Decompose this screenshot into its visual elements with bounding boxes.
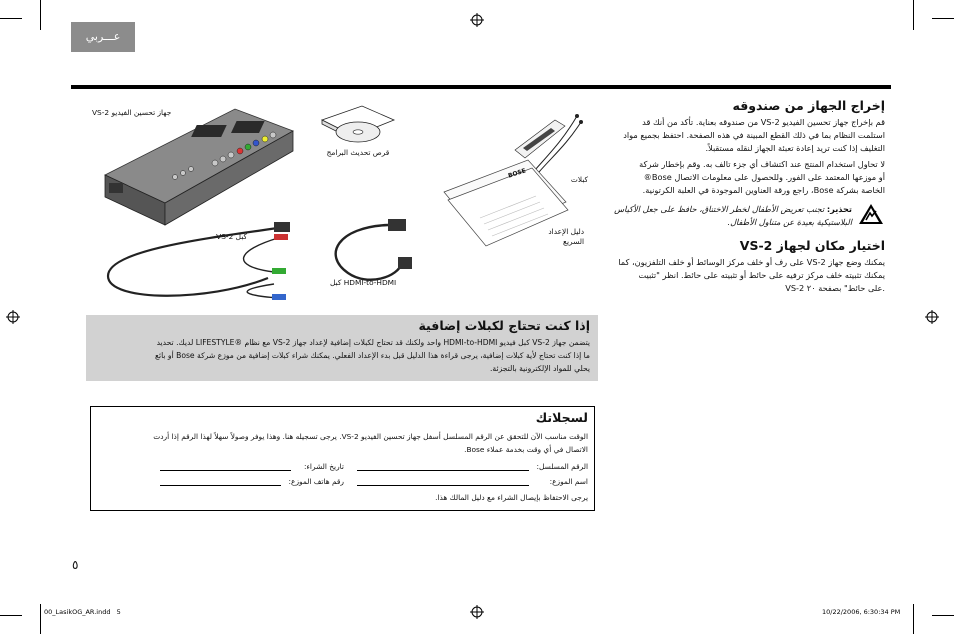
purchase-date-label: تاريخ الشراء: [303,462,344,471]
hdmi-cable-label: كبل HDMI-to-HDMI [330,278,397,287]
registration-mark-icon [925,310,939,324]
cd-figure [318,102,398,152]
dealer-name-label: اسم الموزع: [549,477,588,486]
cd-icon [318,102,398,152]
dealer-phone-field[interactable] [160,485,281,486]
crop-mark [40,0,41,30]
page-number: ٥ [72,558,79,572]
crop-mark [932,18,954,19]
extra-cables-title: إذا كنت تحتاج لكبلات إضافية [418,318,590,333]
crop-mark [0,18,22,19]
unpacking-title: إخراج الجهاز من صندوقه [732,98,885,113]
crop-mark [0,615,22,616]
footer-filename: 00_LasikOG_AR.indd 5 [44,608,121,616]
bose-logo: BOSE [507,167,527,180]
dealer-name-field[interactable] [357,485,529,486]
header-rule [71,85,891,89]
warning-text-line1: تجنب تعريض الأطفال لخطر الاختناق، حافظ على جعل الأكياس [614,204,825,214]
keep-receipt-note: يرجى الاحتفاظ بإيصال الشراء مع دليل المالك هذا. [435,493,588,502]
extra-cables-line1: يتضمن جهاز VS-2 كبل فيديو HDMI-to-HDMI واحد ولكنك قد تحتاج لكبلات إضافية لإعداد جهاز VS-2 مع نظام ®LIFESTYLE لديك. تحديد [156,338,590,347]
records-line1: الوقت مناسب الآن للتحقق عن الرقم المسلسل أسفل جهاز تحسين الفيديو VS-2. يرجى تسجيله هنا. وهذا يوفر وصولاً سهلاً لهذا الرقم إذا أردت [153,432,588,441]
records-title: لسجلاتك [535,410,588,425]
registration-mark-icon [470,13,484,27]
docs-label-line1: دليل الإعداد [548,227,584,236]
unpacking-para2-line2: ®Bose أو موزعها المعتمد على الفور. وللحصول على معلومات الاتصال [643,172,885,182]
crop-mark [913,604,914,634]
extra-cables-line2: ما إذا كنت تحتاج لأية كبلات إضافية، يرجى قراءة هذا الدليل قبل بدء الإعداد الفعلي. يمكنك شراء كبلات إضافية من موزع شركة Bose أو بائع [154,351,590,360]
crop-mark [913,0,914,30]
warning-label: تحذير: [826,204,852,214]
placement-line1: يمكنك وضع جهاز VS-2 على رف أو خلف مركز الوسائط أو خلف التلفزيون، كما [618,257,885,267]
purchase-date-field[interactable] [160,470,291,471]
device-label: جهاز تحسين الفيديو VS-2 [92,108,172,117]
warning-line1 [612,203,852,216]
unpacking-para1-line3: التغليف إذا كنت تريد إعادة تعبئة الجهاز لنقله مستقبلاً. [705,143,885,153]
crop-mark [40,604,41,634]
placement-line3: VS-2 على حائط" بصفحة ٢٠. [785,283,885,293]
docs-label-line2: السريع [563,237,584,246]
serial-field[interactable] [357,470,529,471]
vs2-cable-label: كبل VS-2 [216,232,247,241]
warning-icon [858,203,884,225]
vs2-cable-image [88,210,298,310]
unpacking-para2-line1: لا تحاول استخدام المنتج عند اكتشاف أي جزء تالف به. وقم بإخطار شركة [639,159,885,169]
cd-label: قرص تحديث البرامج [326,148,390,157]
cables-label: كبلات [570,175,588,184]
serial-label: الرقم المسلسل: [536,462,588,471]
extra-cables-line3: يحلي للمواد الإلكترونية بالتجزئة. [489,364,590,373]
placement-title: اختيار مكان لجهاز VS-2 [739,238,885,253]
warning-line2: البلاستيكية بعيدة عن متناول الأطفال. [727,217,852,227]
footer-timestamp: 10/22/2006, 6:30:34 PM [822,608,901,616]
records-line2: الاتصال في أي وقت بخدمة عملاء Bose. [464,445,588,454]
unpacking-para2-line3: الخاصة بشركة Bose، راجع ورقة العناوين الموجودة في العلبة الكرتونية. [642,185,885,195]
registration-mark-icon [6,310,20,324]
unpacking-para1-line2: استلمت النظام بما في ذلك القطع المبينة في هذه الصفحة. احتفظ بجميع مواد [623,130,885,140]
language-tab: عـــربي [71,22,135,52]
dealer-phone-label: رقم هاتف الموزع: [288,477,344,486]
placement-line2: يمكنك تثبيته خلف مركز ترفيه على حائط أو تثبيته على حائط. انظر "تثبيت [638,270,885,280]
crop-mark [932,615,954,616]
unpacking-para1-line1: قم بإخراج جهاز تحسين الفيديو VS-2 من صندوقه بعناية. تأكد من أنك قد [642,117,885,127]
registration-mark-icon [470,605,484,619]
